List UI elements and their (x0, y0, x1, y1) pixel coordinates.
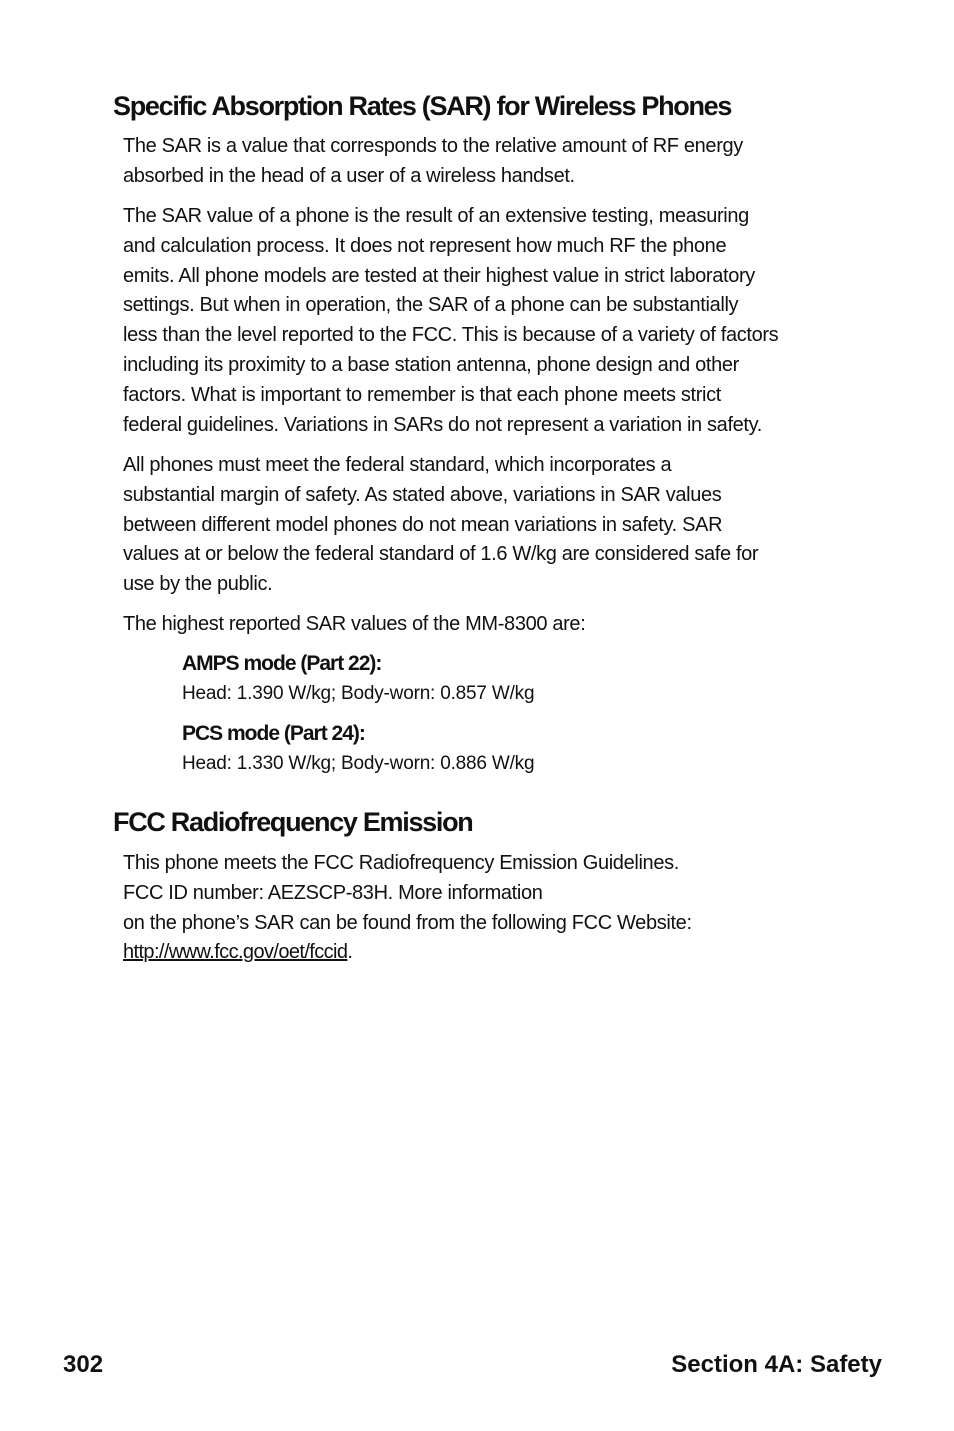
text-line: federal guidelines. Variations in SARs do not represent a variation in safety. (123, 413, 762, 436)
text-line: settings. But when in operation, the SAR of a phone can be substantially (123, 294, 739, 317)
text-line: on the phone’s SAR can be found from the following FCC Website: (123, 911, 692, 934)
link-suffix: . (347, 941, 353, 964)
text-line: between different model phones do not mean variations in safety. SAR (123, 513, 723, 536)
text-line: The SAR value of a phone is the result of an extensive testing, measuring (123, 205, 749, 227)
fcc-heading: FCC Radiofrequency Emission (113, 807, 473, 837)
text-line: emits. All phone models are tested at their highest value in strict laboratory (123, 264, 755, 287)
section-title: Section 4A: Safety (671, 1351, 882, 1378)
text-line: factors. What is important to remember is that each phone meets strict (123, 383, 721, 406)
text-line: The SAR is a value that corresponds to the relative amount of RF energy (123, 135, 743, 157)
sar-heading: Specific Absorption Rates (SAR) for Wireless Phones (113, 91, 732, 121)
amps-mode-label: AMPS mode (Part 22): (182, 652, 382, 675)
text-line: The highest reported SAR values of the MM-8300 are: (123, 613, 586, 635)
pcs-mode-values: Head: 1.330 W/kg; Body-worn: 0.886 W/kg (182, 753, 535, 774)
fcc-link-line (123, 938, 863, 968)
text-line: All phones must meet the federal standard, which incorporates a (123, 454, 672, 476)
sar-paragraph-3 (123, 451, 863, 600)
text-line: values at or below the federal standard of 1.6 W/kg are considered safe for (123, 543, 759, 566)
sar-paragraph-2 (123, 202, 863, 440)
text-line: including its proximity to a base station antenna, phone design and other (123, 353, 739, 376)
amps-mode-values: Head: 1.390 W/kg; Body-worn: 0.857 W/kg (182, 683, 535, 704)
text-line: less than the level reported to the FCC. This is because of a variety of factors (123, 324, 779, 347)
text-line: FCC ID number: AEZSCP-83H. More information (123, 881, 543, 904)
page-number: 302 (63, 1351, 104, 1378)
pcs-mode-label: PCS mode (Part 24): (182, 722, 365, 745)
text-line: use by the public. (123, 573, 273, 596)
sar-paragraph-1 (123, 132, 863, 192)
text-line: and calculation process. It does not represent how much RF the phone (123, 234, 727, 257)
text-line: This phone meets the FCC Radiofrequency Emission Guidelines. (123, 852, 679, 874)
fcc-website-link[interactable]: http://www.fcc.gov/oet/fccid (123, 941, 348, 964)
fcc-paragraph (123, 849, 863, 968)
text-line: absorbed in the head of a user of a wireless handset. (123, 164, 575, 187)
sar-paragraph-4 (123, 610, 863, 640)
text-line: substantial margin of safety. As stated above, variations in SAR values (123, 483, 722, 506)
